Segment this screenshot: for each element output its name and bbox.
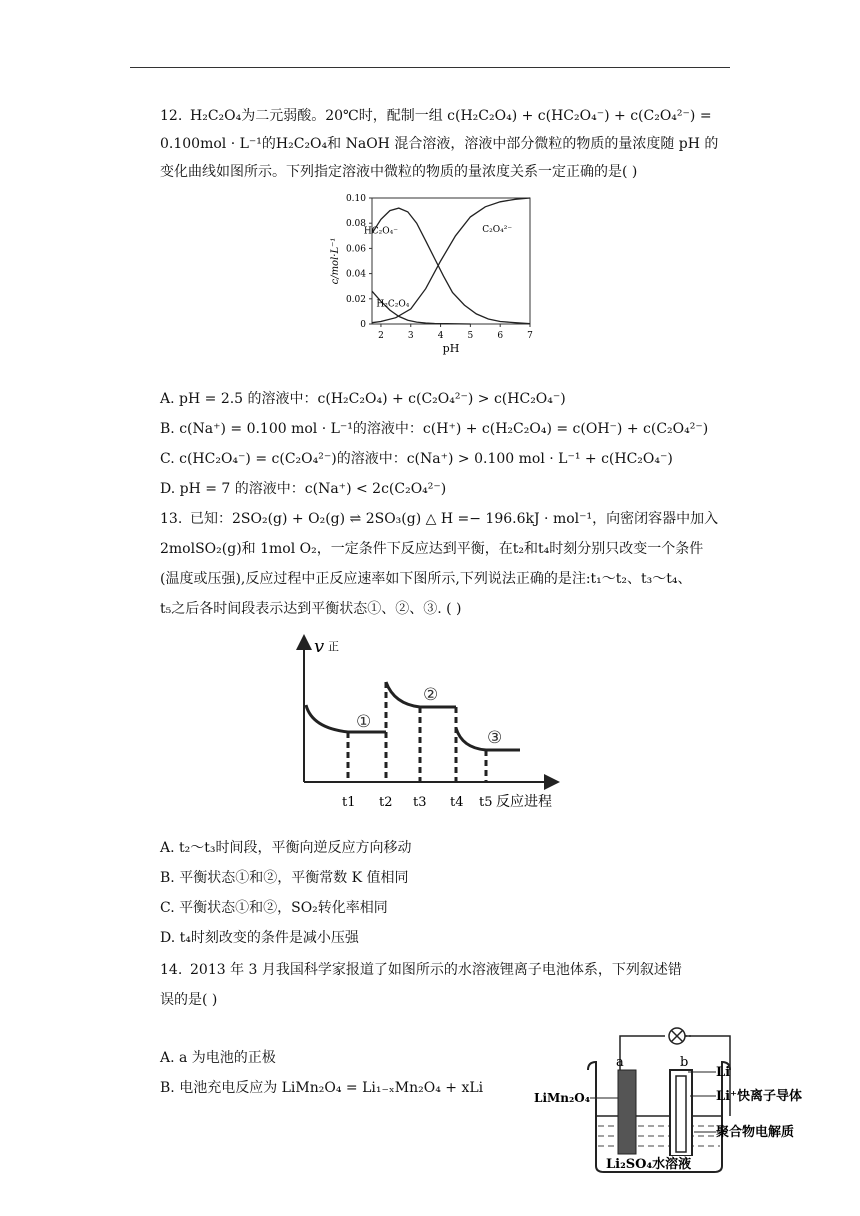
label-a: a: [616, 1055, 624, 1070]
series-label-2: HC₂O₄⁻: [363, 226, 398, 237]
state-3-label: ③: [487, 728, 503, 748]
x-axis-label: pH: [442, 342, 460, 355]
li-electrode-inner: [676, 1076, 686, 1152]
q14-battery-figure: [530, 1006, 820, 1180]
q12-option-d: D. pH = 7 的溶液中：c(Na⁺) < 2c(C₂O₄²⁻): [160, 481, 447, 497]
series-label-3: C₂O₄²⁻: [482, 225, 513, 236]
state-1-label: ①: [356, 712, 372, 732]
q14-line2: 误的是( ): [160, 992, 218, 1008]
tick-t3: t3: [413, 795, 427, 810]
q13-line4: t₅之后各时间段表示达到平衡状态①、②、③. ( ): [160, 601, 462, 617]
q12-text1: H₂C₂O₄为二元弱酸。20℃时，配制一组 c(H₂C₂O₄) + c(HC₂O₄⁻) + c(C₂O₄²⁻) =: [190, 108, 712, 124]
tick-t5: t5: [479, 795, 493, 810]
q14-line1: [160, 960, 682, 980]
q13-line2: 2molSO₂(g)和 1mol O₂，一定条件下反应达到平衡，在t₂和t₄时刻分别只改变一个条件: [160, 541, 704, 557]
y-tick-label: 0.10: [345, 194, 366, 204]
q12-line3: 变化曲线如图所示。下列指定溶液中微粒的物质的量浓度关系一定正确的是( ): [160, 164, 638, 180]
state-2-label: ②: [423, 685, 439, 705]
polymer-label: 聚合物电解质: [716, 1125, 795, 1140]
q13-number: 13.: [160, 511, 183, 527]
q13-option-c: C. 平衡状态①和②，SO₂转化率相同: [160, 900, 388, 916]
x-axis-label: 反应进程: [496, 794, 552, 810]
y-axis-label: v: [314, 636, 325, 657]
x-tick-label: 5: [467, 331, 474, 341]
rate-curve-2: [386, 682, 456, 707]
q14-number: 14.: [160, 962, 183, 978]
q14-option-b: B. 电池充电反应为 LiMn₂O₄ = Li₁₋ₓMn₂O₄ + xLi: [160, 1080, 484, 1096]
q13-line3: (温度或压强),反应过程中正反应速率如下图所示,下列说法正确的是注:t₁～t₂、t₃～t₄、: [160, 571, 692, 587]
y-tick-label: 0.04: [345, 269, 366, 280]
tick-t4: t4: [450, 795, 464, 810]
q12-line1: [160, 106, 712, 126]
y-tick-label: 0.02: [345, 294, 366, 305]
limn2o4-electrode: [618, 1070, 636, 1154]
q12-option-b: B. c(Na⁺) = 0.100 mol · L⁻¹的溶液中：c(H⁺) + c(H₂C₂O₄) = c(OH⁻) + c(C₂O₄²⁻): [160, 421, 709, 437]
q12-chart: [322, 188, 542, 362]
x-tick-label: 4: [437, 331, 444, 341]
q12-option-c: C. c(HC₂O₄⁻) = c(C₂O₄²⁻)的溶液中：c(Na⁺) > 0.100 mol · L⁻¹ + c(HC₂O₄⁻): [160, 451, 673, 467]
solution-label: Li₂SO₄水溶液: [606, 1157, 692, 1172]
y-tick-label: 0.08: [345, 219, 366, 230]
q13-option-d: D. t₄时刻改变的条件是减小压强: [160, 930, 359, 946]
beaker: [588, 1062, 730, 1172]
x-tick-label: 3: [407, 331, 414, 341]
q14-option-a: A. a 为电池的正极: [160, 1050, 276, 1066]
y-tick-label: 0: [360, 320, 366, 330]
series-label-1: H₂C₂O₄: [376, 299, 410, 310]
tick-t2: t2: [379, 795, 393, 810]
limn2o4-label: LiMn₂O₄: [534, 1091, 590, 1105]
header-rule: [130, 67, 730, 68]
x-tick-label: 6: [497, 331, 504, 341]
q13-rate-figure: [290, 630, 570, 819]
q13-text1: 已知：2SO₂(g) + O₂(g) ⇌ 2SO₃(g) △ H =− 196.6kJ · mol⁻¹，向密闭容器中加入: [190, 511, 719, 527]
tick-t1: t1: [342, 795, 356, 810]
conductor-label: Li⁺快离子导体: [716, 1089, 802, 1104]
x-tick-label: 7: [527, 331, 533, 341]
li-label: Li: [716, 1065, 731, 1080]
y-axis-label: c/mol·L⁻¹: [330, 237, 341, 285]
q13-option-a: A. t₂～t₃时间段，平衡向逆反应方向移动: [160, 840, 412, 856]
y-tick-label: 0.06: [345, 244, 366, 255]
q12-option-a: A. pH = 2.5 的溶液中：c(H₂C₂O₄) + c(C₂O₄²⁻) > c(HC₂O₄⁻): [160, 391, 566, 407]
solution-hatch: [598, 1126, 720, 1146]
x-tick-label: 2: [378, 331, 384, 341]
y-axis-sub: 正: [328, 640, 339, 653]
label-b: b: [680, 1055, 689, 1070]
q13-option-b: B. 平衡状态①和②，平衡常数 K 值相同: [160, 870, 409, 886]
q12-line2: 0.100mol · L⁻¹的H₂C₂O₄和 NaOH 混合溶液，溶液中部分微粒的物质的量浓度随 pH 的: [160, 136, 719, 152]
rate-curve-1: [306, 705, 386, 732]
q13-line1: [160, 509, 718, 529]
q12-number: 12.: [160, 108, 183, 124]
q14-text1: 2013 年 3 月我国科学家报道了如图所示的水溶液锂离子电池体系，下列叙述错: [190, 962, 682, 978]
concentration-ph-chart: [322, 188, 542, 358]
